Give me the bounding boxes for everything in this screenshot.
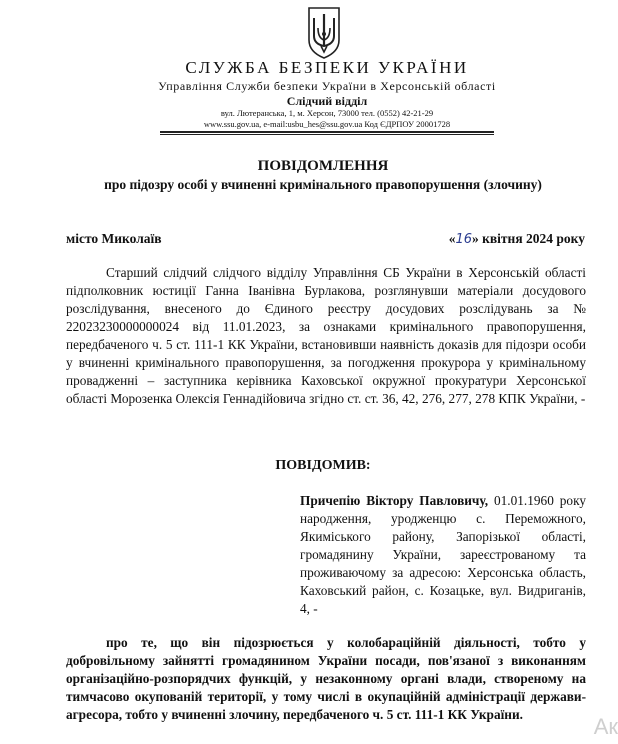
document-date [449,231,585,247]
notified-heading: ПОВІДОМИВ: [275,458,371,473]
date-month-year: » квітня 2024 року [471,231,585,246]
contacts-line: www.ssu.gov.ua, e-mail:usbu_hes@ssu.gov.ua Код ЄДРПОУ 20001728 [203,119,451,129]
watermark: Ак [593,714,618,739]
trident-coat-of-arms-icon [307,6,341,60]
document-title: ПОВІДОМЛЕННЯ [257,158,389,174]
address-line: вул. Лютеранська, 1, м. Херсон, 73000 тел. (0552) 42-21-29 [220,108,434,118]
header-divider-thin [160,134,494,135]
suspect-details [300,492,586,618]
date-day-handwritten: 16 [455,232,472,247]
org-subtitle: Управління Служби безпеки України в Херсонській області [158,79,496,93]
org-title: СЛУЖБА БЕЗПЕКИ УКРАЇНИ [185,58,469,77]
department-name: Слідчий відділ [286,94,368,108]
city-label: місто Миколаїв [66,231,162,246]
suspect-name: Причепію Віктору Павловичу, [300,493,489,508]
paragraph-suspicion: про те, що він підозрюється у колобараційній діяльності, тобто у добровільному зайнятті громадянином України посади, пов'язаної з виконанням організаційно-розпорядчих функцій, у незаконному органі влади, створеному на тимчасово окупованій території, у тому числі в окупаційній адміністрації держави-агресора, тобто у вчиненні злочину, передбаченого ч. 5 ст. 111-1 КК України. [66,635,586,722]
header-divider [160,131,494,133]
paragraph-investigator: Старший слідчий слідчого відділу Управління СБ України в Херсонській області підполковник юстиції Ганна Іванівна Бурлакова, розглянувши матеріали досудового розслідування, внесеного до Єдиного реєстру досудових розслідувань за № 22023230000000024 від 11.01.2023, за ознаками кримінального правопорушення, передбаченого ч. 5 ст. 111-1 КК України, встановивши наявність доказів для підозри особи у вчиненні кримінального правопорушення, за погодження прокурора у кримінальному провадженні – заступника керівника Каховської окружної прокуратури Херсонської області Морозенка Олексія Геннадійовича згідно ст. ст. 36, 42, 276, 277, 278 КПК України, - [66,265,586,406]
date-open-quote: « [448,231,456,246]
document-subtitle: про підозру особі у вчиненні кримінального правопорушення (злочину) [104,177,542,192]
suspect-info: 01.01.1960 року народження, уродженцю с. Переможного, Якимiського району, Запорізької області, громадянину України, зареєстрованому та проживаючому за адресою: Херсонська область, Каховський район, с. Козацьке, вул. Видриганів, 4, - [300,493,586,616]
